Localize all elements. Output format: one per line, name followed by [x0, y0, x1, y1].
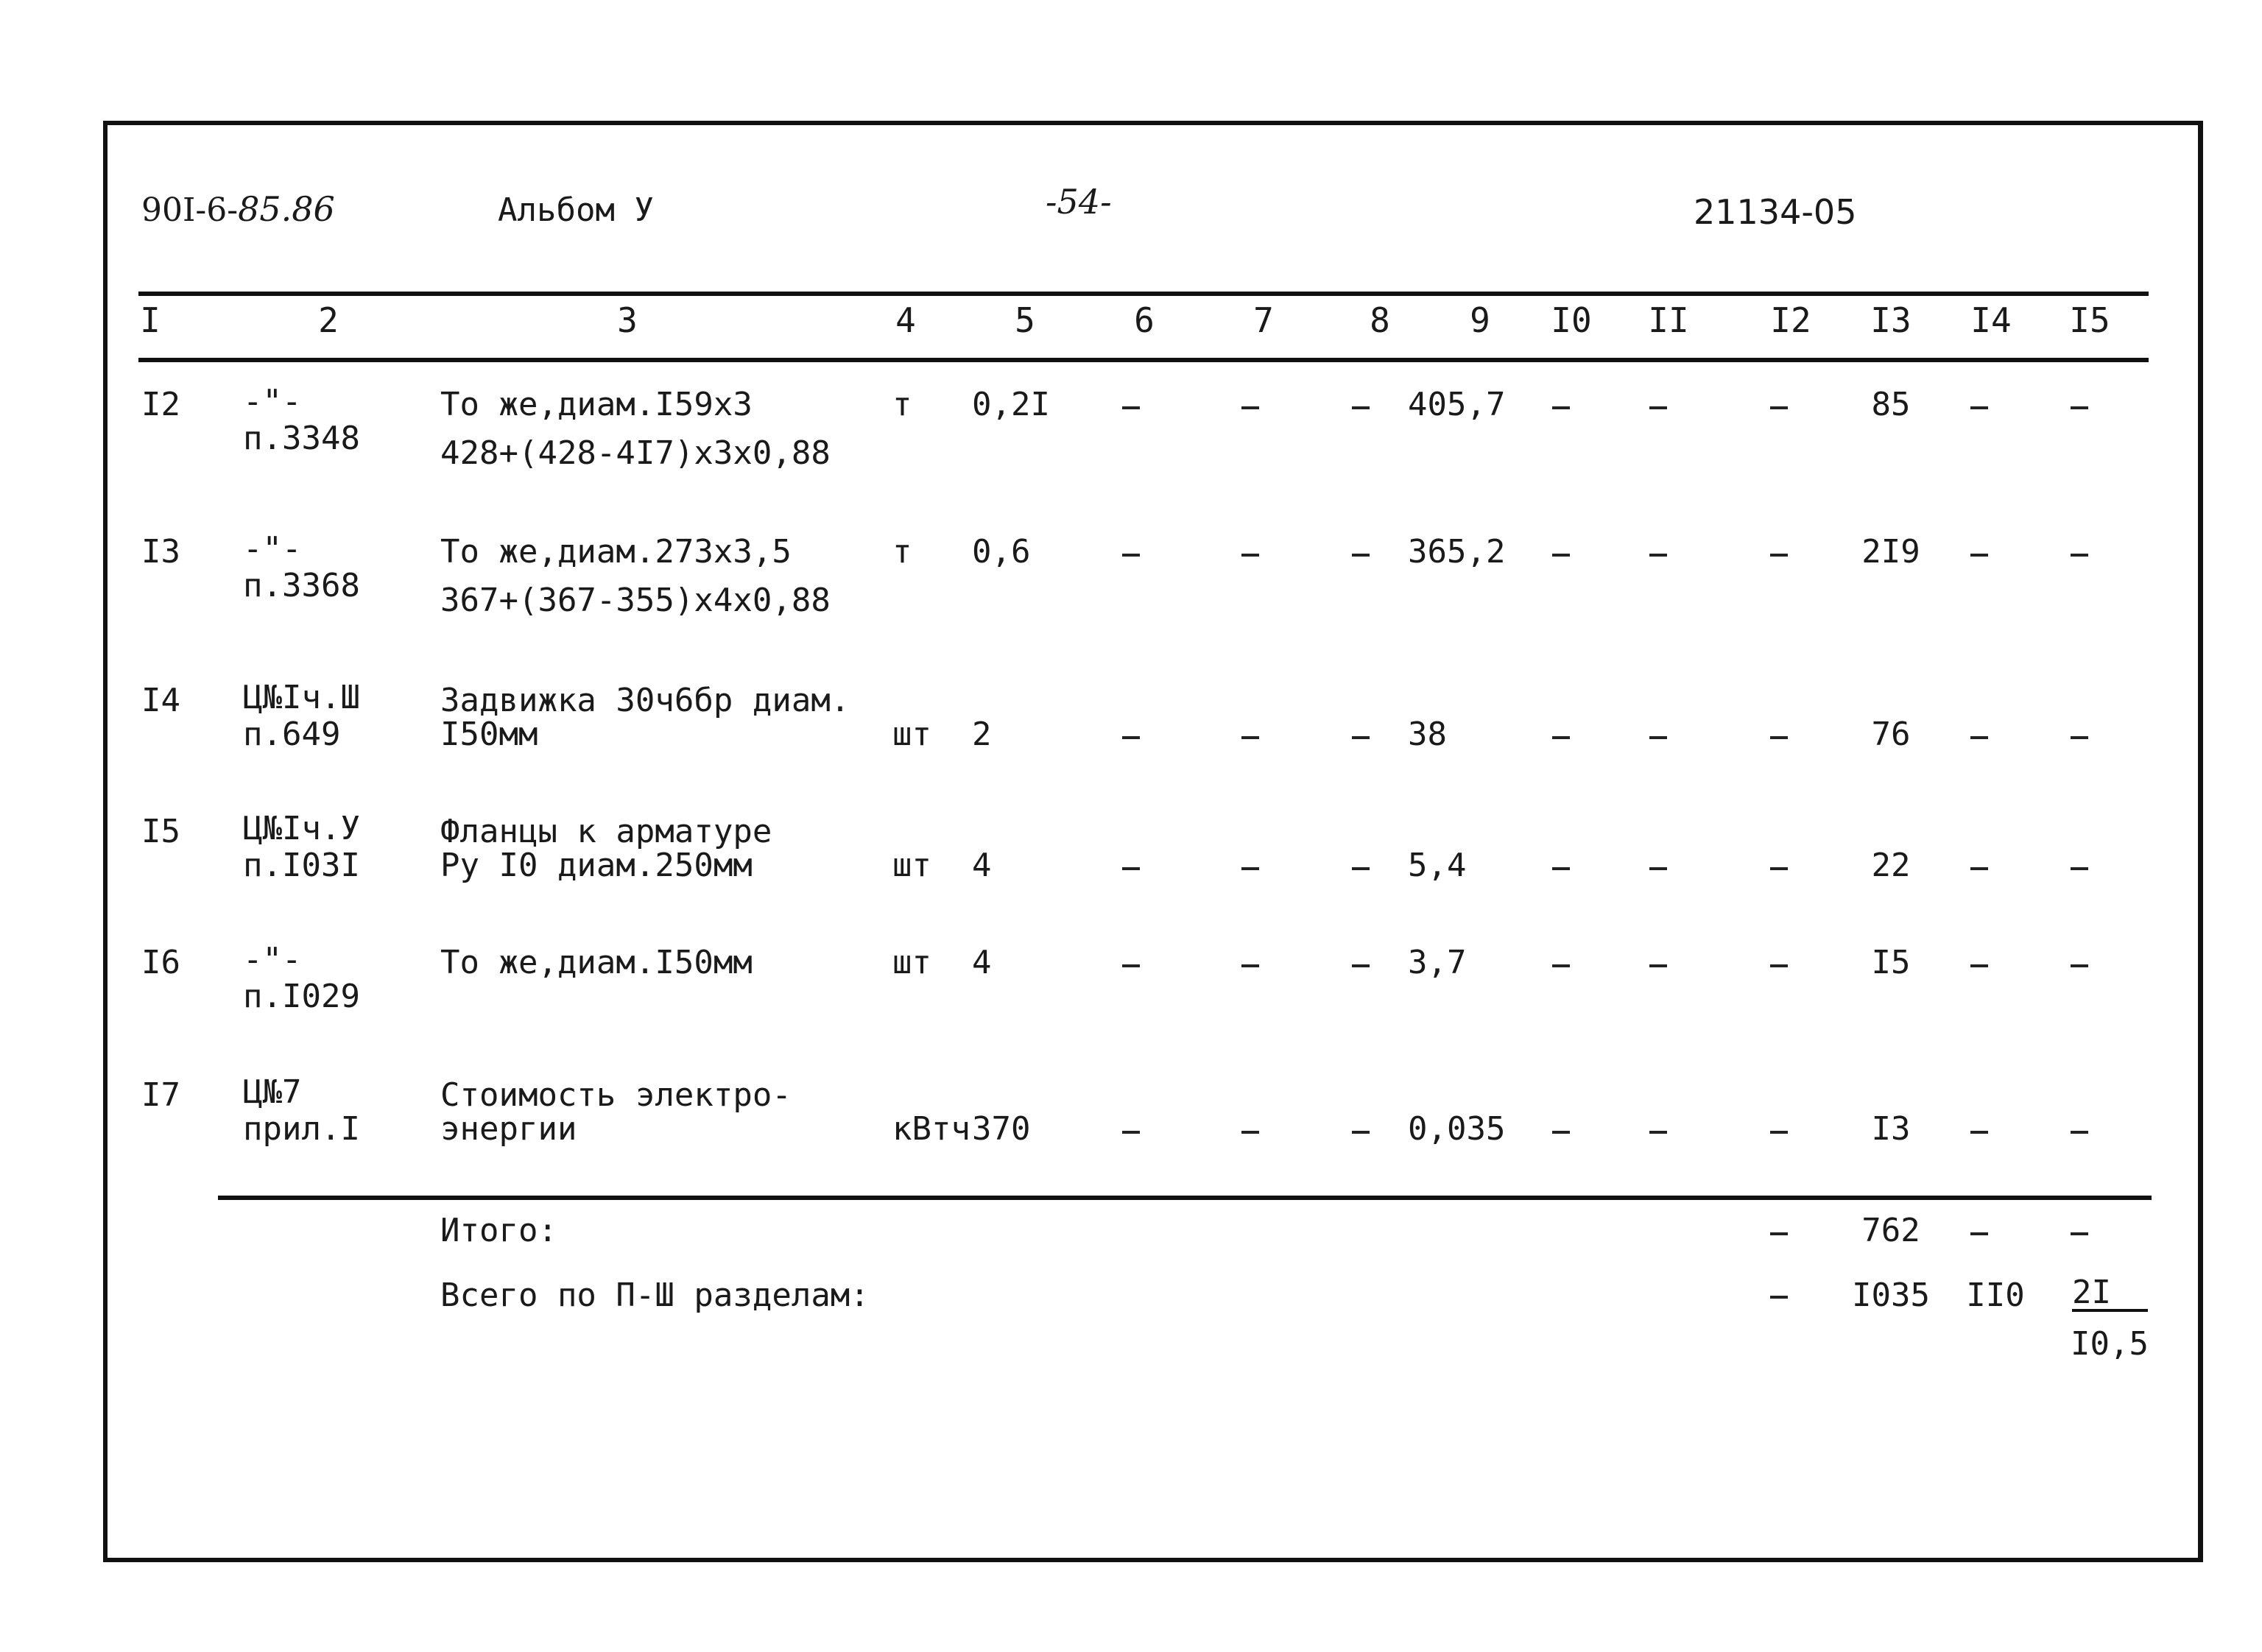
itogo-col14-dash — [1970, 1232, 1988, 1235]
row-description-line2: Ру I0 диам.250мм — [440, 847, 753, 884]
row-col6-dash — [1122, 736, 1140, 739]
row-col8-dash — [1352, 406, 1370, 409]
itogo-col12-dash — [1770, 1232, 1788, 1235]
col-header-2: 2 — [318, 300, 339, 340]
row-col10-dash — [1552, 554, 1570, 557]
row-description-line1: То же,диам.273х3,5 — [440, 533, 792, 571]
row-col10-dash — [1552, 867, 1570, 870]
col-header-10: I0 — [1551, 300, 1592, 340]
col-header-13: I3 — [1870, 300, 1912, 340]
row-reference-line2: п.I029 — [243, 978, 360, 1015]
header-bottom-rule — [138, 358, 2149, 362]
row-col14-dash — [1970, 1131, 1988, 1134]
row-description-line1: Задвижка 30ч6бр диам. — [440, 682, 850, 719]
row-col11-dash — [1649, 964, 1667, 967]
row-reference-line1: Ц№Iч.Ш — [243, 679, 360, 716]
vsego-col15-bottom: I0,5 — [2071, 1325, 2149, 1363]
row-description-line2: I50мм — [440, 716, 538, 753]
row-col9: 38 — [1408, 716, 1447, 753]
doc-code — [141, 189, 335, 229]
col-header-11: II — [1648, 300, 1689, 340]
row-col6-dash — [1122, 1131, 1140, 1134]
vsego-col12-dash — [1770, 1296, 1788, 1299]
row-unit: шт — [892, 847, 931, 884]
row-col12-dash — [1770, 1131, 1788, 1134]
row-reference-line2: п.649 — [243, 716, 341, 753]
row-col5: 4 — [972, 944, 992, 981]
vsego-col15-top: 2I — [2072, 1277, 2148, 1312]
col-header-14: I4 — [1970, 300, 2012, 340]
row-description-line1: Фланцы к арматуре — [440, 813, 772, 850]
row-col13: I5 — [1871, 944, 1911, 981]
col-header-5: 5 — [1015, 300, 1035, 340]
row-col9: 365,2 — [1408, 533, 1506, 571]
row-reference-line2: п.I03I — [243, 847, 360, 884]
doc-code-handwritten: 85.86 — [238, 189, 335, 229]
vsego-col13: I035 — [1852, 1277, 1930, 1314]
col-header-7: 7 — [1253, 300, 1274, 340]
row-col11-dash — [1649, 736, 1667, 739]
row-col10-dash — [1552, 406, 1570, 409]
row-col14-dash — [1970, 554, 1988, 557]
row-col8-dash — [1352, 1131, 1370, 1134]
col-header-9: 9 — [1470, 300, 1490, 340]
row-number: I6 — [141, 944, 180, 981]
row-col13: 22 — [1871, 847, 1911, 884]
row-col12-dash — [1770, 867, 1788, 870]
row-col8-dash — [1352, 964, 1370, 967]
vsego-col14: II0 — [1966, 1277, 2025, 1314]
row-description-line2: 367+(367-355)х4х0,88 — [440, 582, 831, 619]
row-reference-line2: прил.I — [243, 1110, 360, 1148]
row-reference-line1: -"- — [243, 941, 302, 978]
row-col7-dash — [1241, 406, 1259, 409]
col-header-3: 3 — [617, 300, 638, 340]
row-col15-dash — [2071, 964, 2088, 967]
row-col5: 2 — [972, 716, 992, 753]
row-col12-dash — [1770, 554, 1788, 557]
row-col13: 85 — [1871, 386, 1911, 423]
row-number: I2 — [141, 386, 180, 423]
row-col14-dash — [1970, 964, 1988, 967]
col-header-4: 4 — [895, 300, 916, 340]
header-top-rule — [138, 292, 2149, 296]
row-col10-dash — [1552, 964, 1570, 967]
row-unit: шт — [892, 944, 931, 981]
row-description-line2: энергии — [440, 1110, 577, 1148]
itogo-col13: 762 — [1861, 1212, 1920, 1249]
row-col8-dash — [1352, 554, 1370, 557]
row-col5: 0,2I — [972, 386, 1050, 423]
row-col7-dash — [1241, 867, 1259, 870]
col-header-1: I — [140, 300, 161, 340]
row-col14-dash — [1970, 867, 1988, 870]
row-number: I5 — [141, 813, 180, 850]
album-label: Альбом У — [498, 191, 654, 229]
row-col7-dash — [1241, 736, 1259, 739]
itogo-label: Итого: — [440, 1212, 557, 1249]
row-col11-dash — [1649, 867, 1667, 870]
row-unit: кВтч — [892, 1110, 970, 1148]
row-col11-dash — [1649, 554, 1667, 557]
row-col12-dash — [1770, 406, 1788, 409]
row-number: I3 — [141, 533, 180, 571]
row-col9: 0,035 — [1408, 1110, 1506, 1148]
col-header-6: 6 — [1134, 300, 1155, 340]
row-col5: 370 — [972, 1110, 1031, 1148]
row-reference-line1: -"- — [243, 383, 302, 420]
totals-rule — [218, 1196, 2152, 1200]
row-col12-dash — [1770, 736, 1788, 739]
row-col9: 3,7 — [1408, 944, 1467, 981]
row-col12-dash — [1770, 964, 1788, 967]
row-col15-dash — [2071, 867, 2088, 870]
row-col7-dash — [1241, 554, 1259, 557]
row-col9: 405,7 — [1408, 386, 1506, 423]
row-col14-dash — [1970, 406, 1988, 409]
row-col10-dash — [1552, 736, 1570, 739]
row-col9: 5,4 — [1408, 847, 1467, 884]
row-col15-dash — [2071, 1131, 2088, 1134]
row-col7-dash — [1241, 1131, 1259, 1134]
col-header-15: I5 — [2069, 300, 2110, 340]
row-col6-dash — [1122, 554, 1140, 557]
vsego-label: Всего по П-Ш разделам: — [440, 1277, 870, 1314]
row-col11-dash — [1649, 406, 1667, 409]
row-unit: т — [892, 533, 912, 571]
row-col6-dash — [1122, 867, 1140, 870]
row-col13: 2I9 — [1861, 533, 1920, 571]
row-col13: 76 — [1871, 716, 1911, 753]
row-number: I7 — [141, 1076, 180, 1114]
row-reference-line1: -"- — [243, 530, 302, 568]
row-col15-dash — [2071, 554, 2088, 557]
row-reference-line2: п.3348 — [243, 420, 360, 457]
row-col5: 4 — [972, 847, 992, 884]
row-col6-dash — [1122, 964, 1140, 967]
row-col8-dash — [1352, 736, 1370, 739]
row-number: I4 — [141, 682, 180, 719]
row-col14-dash — [1970, 736, 1988, 739]
row-description-line2: 428+(428-4I7)х3х0,88 — [440, 434, 831, 472]
row-col11-dash — [1649, 1131, 1667, 1134]
row-col8-dash — [1352, 867, 1370, 870]
row-col10-dash — [1552, 1131, 1570, 1134]
row-description-line1: Стоимость электро- — [440, 1076, 792, 1114]
row-reference-line1: Ц№Iч.У — [243, 810, 360, 847]
order-number: 21134-05 — [1694, 192, 1857, 232]
row-description-line1: То же,диам.I59х3 — [440, 386, 753, 423]
row-unit: т — [892, 386, 912, 423]
itogo-col15-dash — [2071, 1232, 2088, 1235]
row-reference-line1: Ц№7 — [243, 1073, 302, 1111]
col-header-8: 8 — [1370, 300, 1390, 340]
row-col15-dash — [2071, 406, 2088, 409]
row-col13: I3 — [1871, 1110, 1911, 1148]
page-number: -54- — [1046, 182, 1112, 222]
col-header-12: I2 — [1770, 300, 1811, 340]
row-col6-dash — [1122, 406, 1140, 409]
row-col15-dash — [2071, 736, 2088, 739]
row-unit: шт — [892, 716, 931, 753]
row-reference-line2: п.3368 — [243, 567, 360, 604]
row-description-line1: То же,диам.I50мм — [440, 944, 753, 981]
doc-code-printed: 90I-6- — [141, 191, 239, 229]
row-col5: 0,6 — [972, 533, 1031, 571]
row-col7-dash — [1241, 964, 1259, 967]
